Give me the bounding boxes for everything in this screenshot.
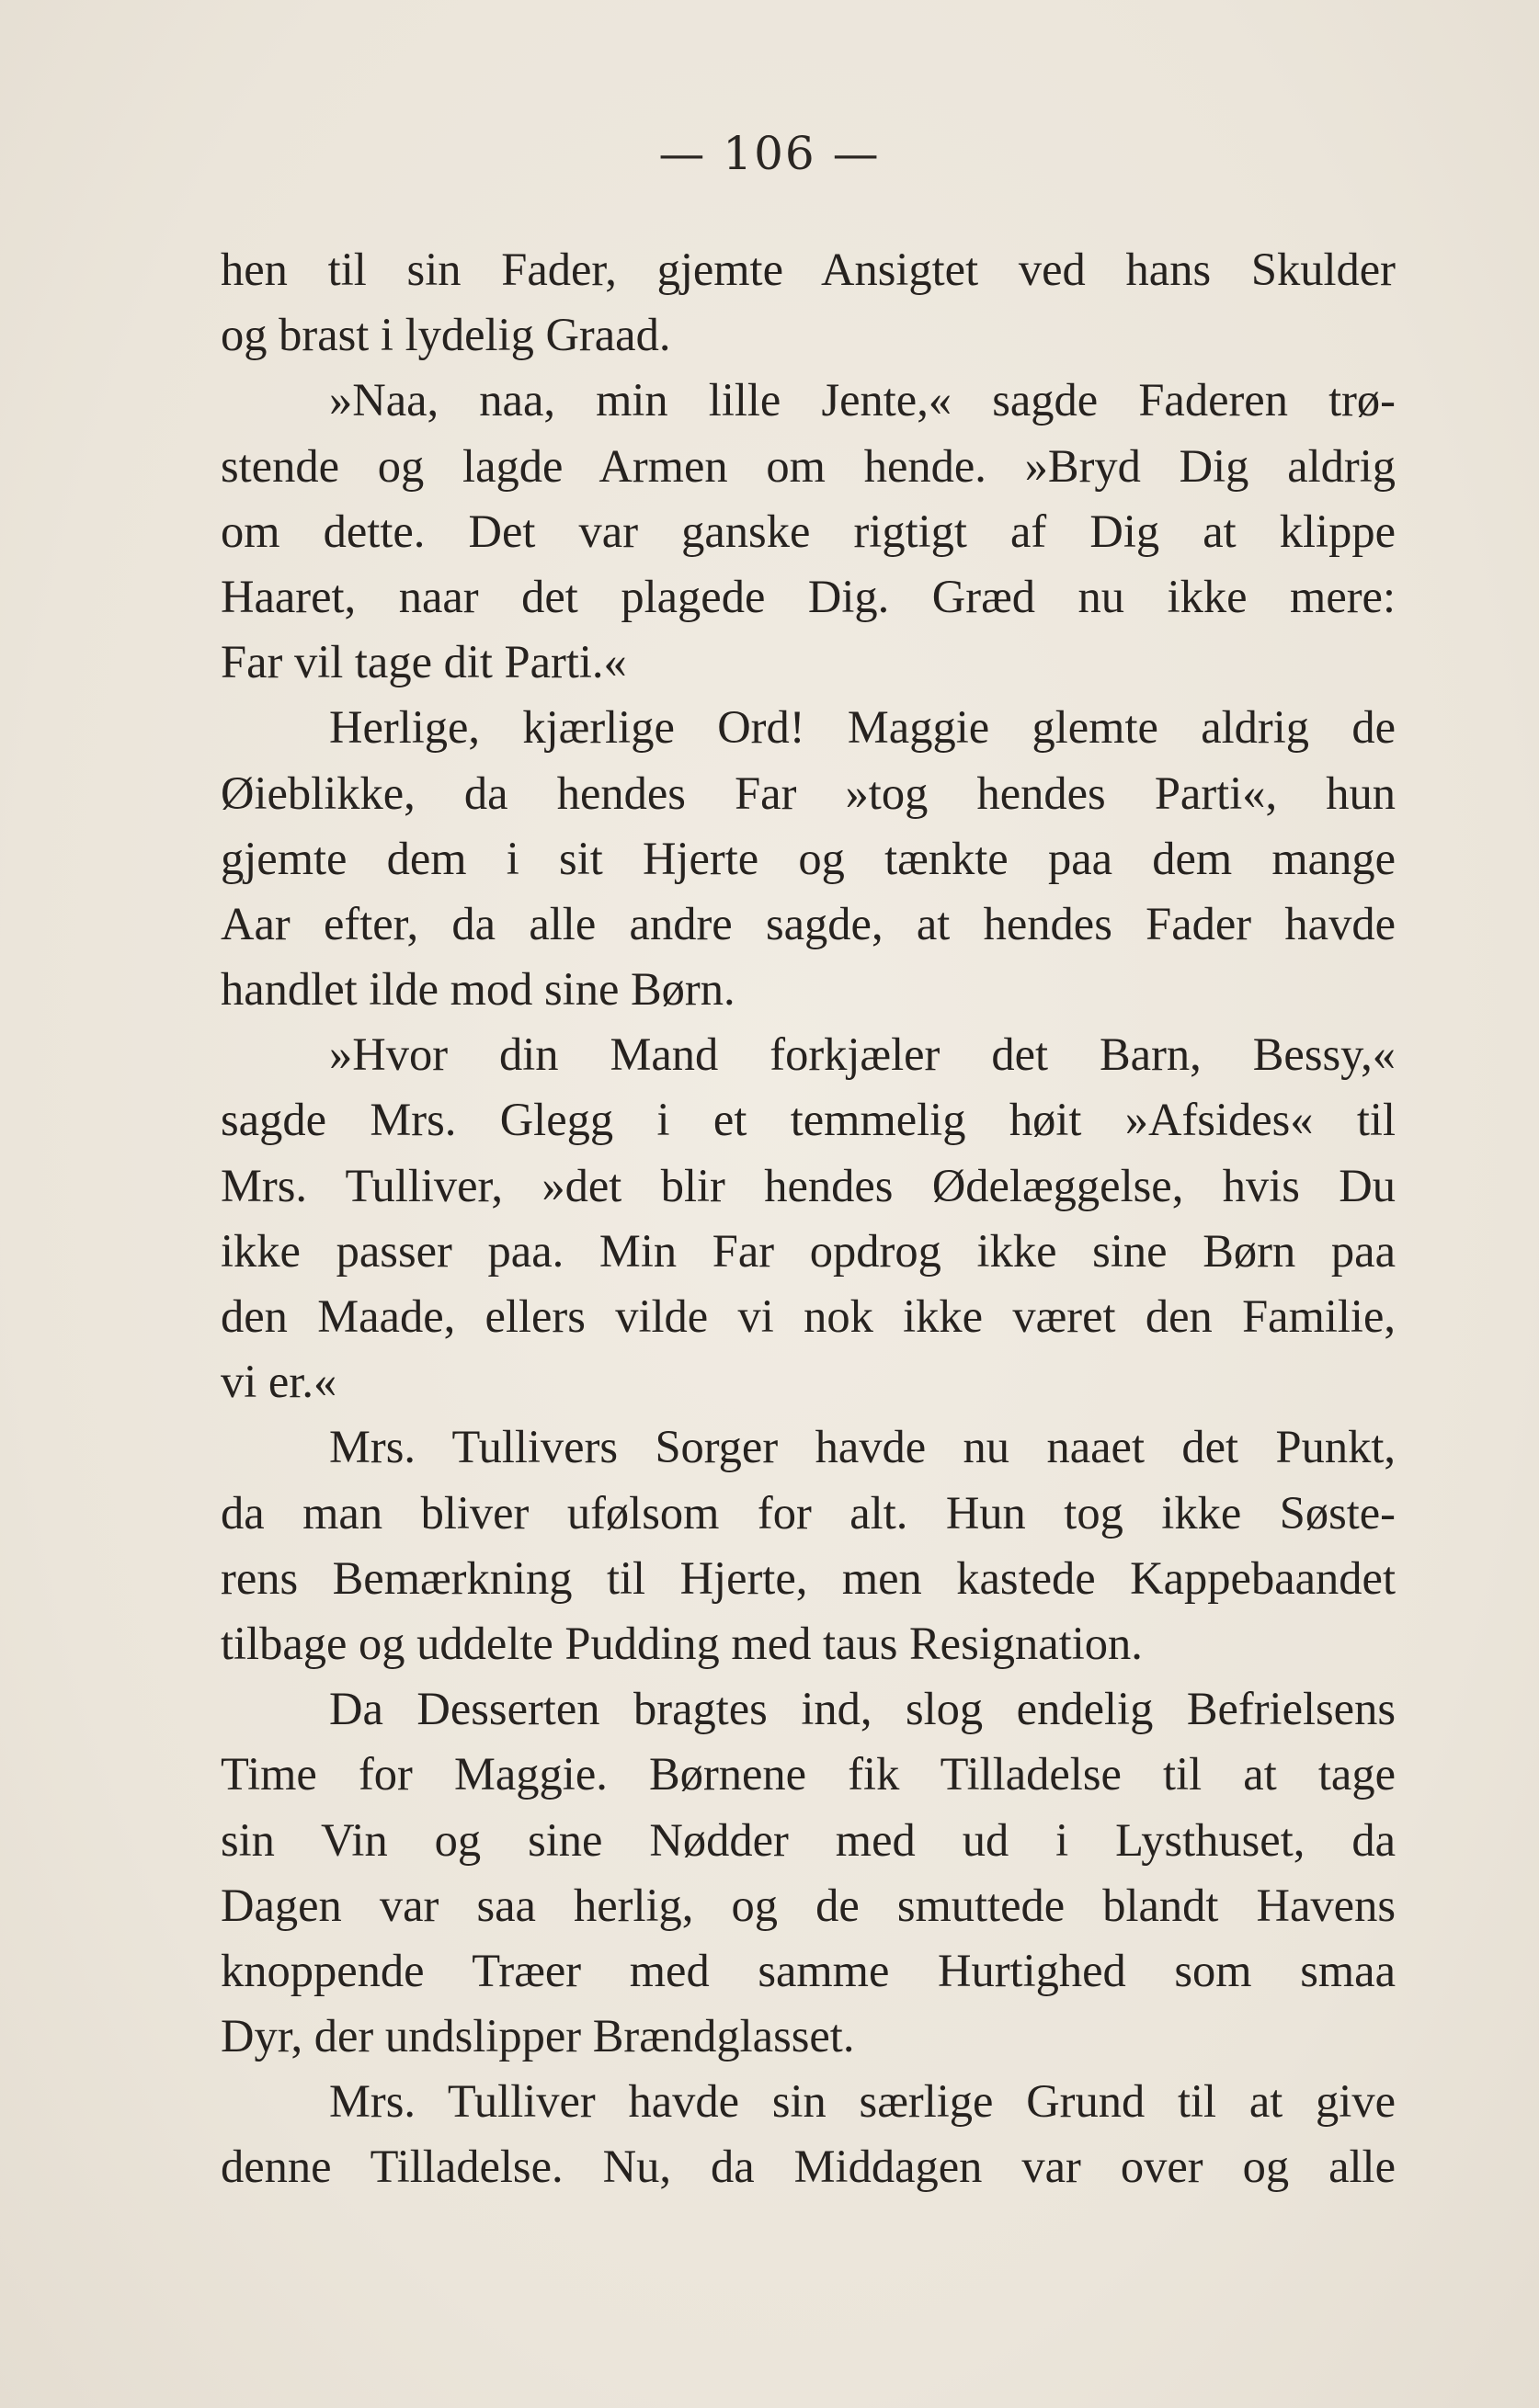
text-line: Øieblikke, da hendes Far »tog hendes Parti«, hun [221, 767, 1396, 819]
text-line: om dette. Det var ganske rigtigt af Dig at klippe [221, 505, 1396, 557]
text-line: »Naa, naa, min lille Jente,« sagde Faderen trø- [329, 374, 1396, 426]
text-line: Mrs. Tulliver, »det blir hendes Ødelæggelse, hvis Du [221, 1159, 1396, 1211]
text-line: Dagen var saa herlig, og de smuttede blandt Havens [221, 1879, 1396, 1931]
text-line: Aar efter, da alle andre sagde, at hendes Fader havde [221, 897, 1396, 949]
text-line: Da Desserten bragtes ind, slog endelig Befrielsens [329, 1683, 1396, 1735]
text-line: den Maade, ellers vilde vi nok ikke været den Familie, [221, 1290, 1396, 1342]
text-line: Mrs. Tullivers Sorger havde nu naaet det Punkt, [329, 1421, 1396, 1473]
text-line: handlet ilde mod sine Børn. [221, 963, 735, 1016]
text-line: sin Vin og sine Nødder med ud i Lysthuset, da [221, 1813, 1396, 1866]
text-line: da man bliver ufølsom for alt. Hun tog ikke Søste- [221, 1486, 1396, 1539]
text-line: sagde Mrs. Glegg i et temmelig høit »Afsides« til [221, 1094, 1396, 1146]
body-text [221, 237, 1396, 2200]
text-line: Dyr, der undslipper Brændglasset. [221, 2010, 855, 2062]
text-line: rens Bemærkning til Hjerte, men kastede Kappebaandet [221, 1551, 1396, 1604]
text-line: hen til sin Fader, gjemte Ansigtet ved hans Skulder [221, 244, 1396, 295]
text-line: ikke passer paa. Min Far opdrog ikke sine Børn paa [221, 1224, 1396, 1277]
text-line: Far vil tage dit Parti.« [221, 636, 627, 688]
text-line: og brast i lydelig Graad. [221, 309, 671, 361]
text-line: vi er.« [221, 1356, 337, 1408]
text-line: Herlige, kjærlige Ord! Maggie glemte aldrig de [329, 701, 1396, 754]
text-line: Time for Maggie. Børnene fik Tilladelse til at tage [221, 1748, 1396, 1800]
text-line: stende og lagde Armen om hende. »Bryd Dig aldrig [221, 439, 1396, 492]
text-line: Mrs. Tulliver havde sin særlige Grund til at give [329, 2075, 1396, 2128]
text-line: gjemte dem i sit Hjerte og tænkte paa dem mange [221, 832, 1396, 884]
text-line: tilbage og uddelte Pudding med taus Resignation. [221, 1617, 1143, 1669]
text-line: knoppende Træer med samme Hurtighed som smaa [221, 1944, 1396, 1996]
page-number: — 106 — [658, 127, 881, 180]
text-line: denne Tilladelse. Nu, da Middagen var over og alle [221, 2141, 1396, 2193]
text-line: Haaret, naar det plagede Dig. Græd nu ikke mere: [221, 570, 1396, 622]
text-line: »Hvor din Mand forkjæler det Barn, Bessy,« [329, 1028, 1396, 1081]
